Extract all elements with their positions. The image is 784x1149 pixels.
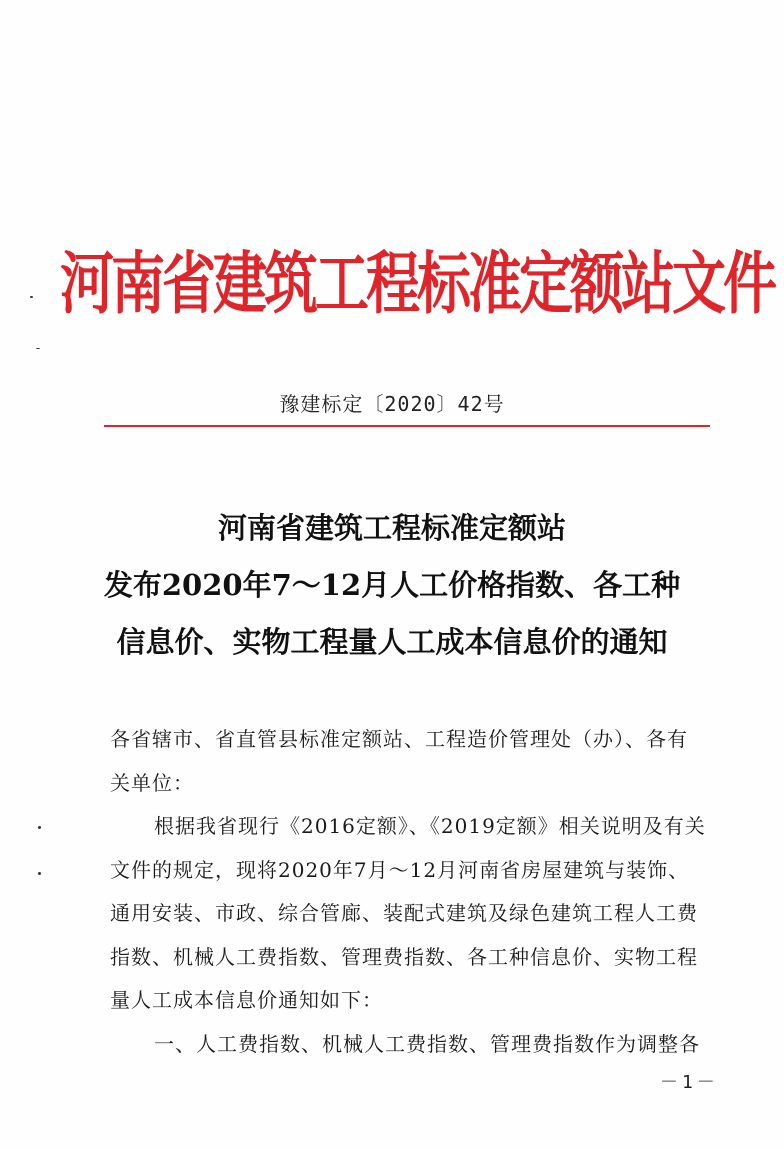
scan-speck: [38, 872, 41, 875]
scan-speck: [36, 348, 40, 349]
notice-body: [110, 718, 722, 1066]
paragraph-1-line-1: 根据我省现行《2016定额》、《2019定额》相关说明及有关: [154, 814, 706, 838]
addressee-line-2: 关单位：: [110, 770, 194, 795]
paragraph-1-line-5: 量人工成本信息价通知如下：: [110, 988, 383, 1012]
page-number: －1－: [660, 1072, 719, 1093]
paragraph-1-line-2: 文件的规定，现将2020年7月～12月河南省房屋建筑与装饰、: [110, 857, 690, 882]
notice-title-line-2: 发布2020年7～12月人工价格指数、各工种: [103, 568, 681, 602]
scan-speck: [38, 826, 41, 829]
agency-header-title: 河南省建筑工程标准定额站文件: [60, 244, 774, 324]
document-number: 豫建标定〔2020〕42号: [279, 392, 505, 416]
notice-title-line-1: 河南省建筑工程标准定额站: [217, 511, 566, 545]
paragraph-1-line-3: 通用安装、市政、综合管廊、装配式建筑及绿色建筑工程人工费: [110, 901, 698, 925]
addressee-line-1: 各省辖市、省直管县标准定额站、工程造价管理处（办）、各有: [110, 727, 688, 751]
notice-title: [60, 500, 724, 671]
red-divider-line: [104, 425, 710, 427]
paragraph-1-line-4: 指数、机械人工费指数、管理费指数、各工种信息价、实物工程: [110, 944, 698, 969]
paragraph-2-line-1: 一、人工费指数、机械人工费指数、管理费指数作为调整各: [154, 1031, 700, 1056]
notice-title-line-3: 信息价、实物工程量人工成本信息价的通知: [116, 625, 668, 659]
scan-speck: [30, 296, 33, 298]
